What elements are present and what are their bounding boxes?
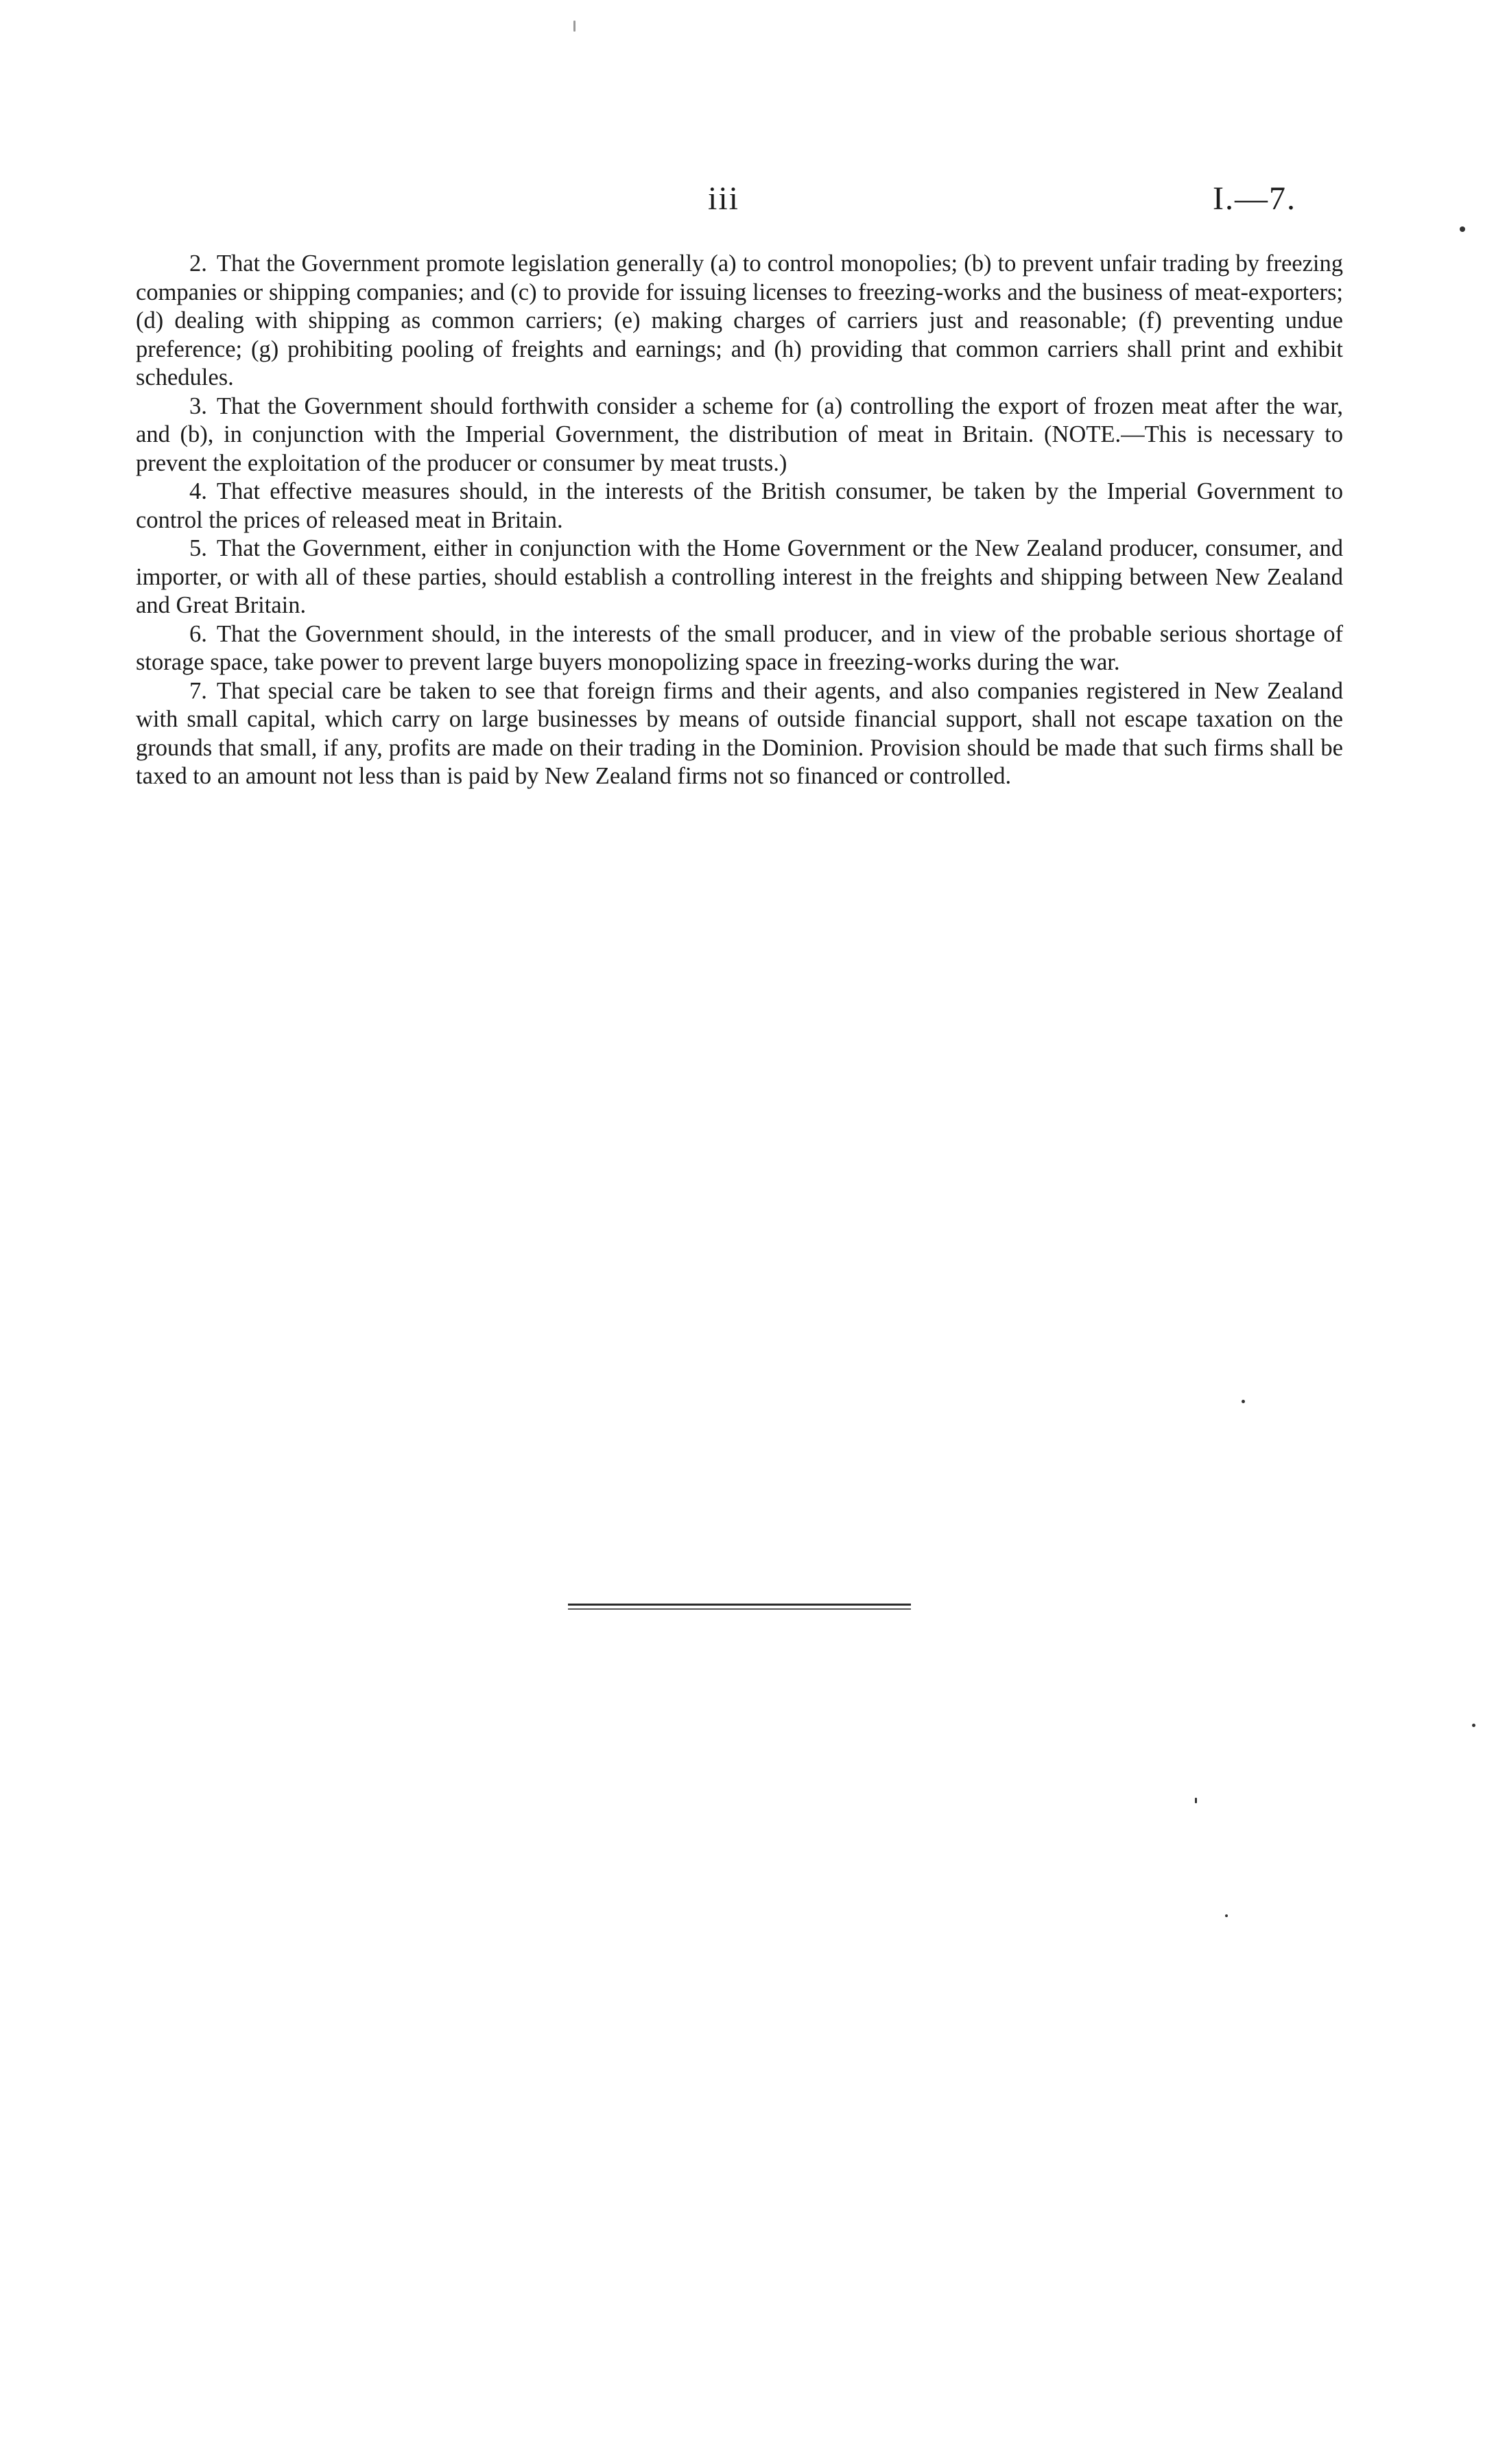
- scan-speck: [1460, 226, 1465, 232]
- rule-line-top: [568, 1604, 911, 1606]
- scan-speck: [1225, 1914, 1228, 1917]
- paragraph-6: [136, 620, 1343, 677]
- paragraph-3: [136, 392, 1343, 478]
- paragraph-number: 4.: [189, 478, 207, 504]
- paragraph-4: [136, 478, 1343, 535]
- paragraph-number: 2.: [189, 250, 207, 277]
- paragraph-text: That special care be taken to see that foreign firms and their agents, and also companies registered in New Zealand with small capital, which carry on large businesses by means of outside financial support, shall not escape taxation on the grounds that small, if any, profits are made on their trading in the Dominion. Provision should be made that such firms shall be taxed to an amount not less than is paid by New Zealand firms not so financed or controlled.: [136, 677, 1343, 789]
- paragraph-text: That the Government promote legislation generally (a) to control monopolies; (b) to prevent unfair trading by freezing companies or shipping companies; and (c) to provide for issuing licenses to freezing-works and the business of meat-exporters; (d) dealing with shipping as common carriers; (e) making charges of carriers just and reasonable; (f) preventing undue preference; (g) prohibiting pooling of freights and earnings; and (h) providing that common carriers shall print and exhibit schedules.: [136, 250, 1343, 390]
- paragraph-text: That the Government should forthwith consider a scheme for (a) controlling the export of frozen meat after the war, and (b), in conjunction with the Imperial Government, the distribution of meat in Britain. (NOTE.—This is necessary to prevent the exploitation of the producer or consumer by meat trusts.): [136, 392, 1343, 476]
- document-body: [136, 250, 1343, 791]
- paper-reference: I.—7.: [1213, 180, 1296, 217]
- paragraph-5: [136, 535, 1343, 620]
- paragraph-number: 7.: [189, 677, 207, 704]
- paragraph-2: [136, 250, 1343, 392]
- scan-speck: [573, 21, 575, 32]
- paragraph-text: That the Government should, in the interests of the small producer, and in view of the probable serious shortage of storage space, take power to prevent large buyers monopolizing space in freezing-works during the war.: [136, 620, 1343, 675]
- scan-speck: [1472, 1724, 1475, 1727]
- paragraph-number: 6.: [189, 620, 207, 647]
- paragraph-number: 3.: [189, 392, 207, 419]
- end-rule: [568, 1604, 911, 1612]
- paragraph-text: That the Government, either in conjunction with the Home Government or the New Zealand producer, consumer, and importer, or with all of these parties, should establish a controlling interest in the freights and shipping between New Zealand and Great Britain.: [136, 535, 1343, 618]
- rule-line-bottom: [568, 1608, 911, 1610]
- paragraph-number: 5.: [189, 535, 207, 561]
- page-number: iii: [708, 180, 740, 217]
- paragraph-text: That effective measures should, in the interests of the British consumer, be taken by the Imperial Government to control the prices of released meat in Britain.: [136, 478, 1343, 533]
- scan-speck: [1242, 1400, 1245, 1403]
- scan-speck: [1195, 1798, 1197, 1803]
- paragraph-7: [136, 677, 1343, 791]
